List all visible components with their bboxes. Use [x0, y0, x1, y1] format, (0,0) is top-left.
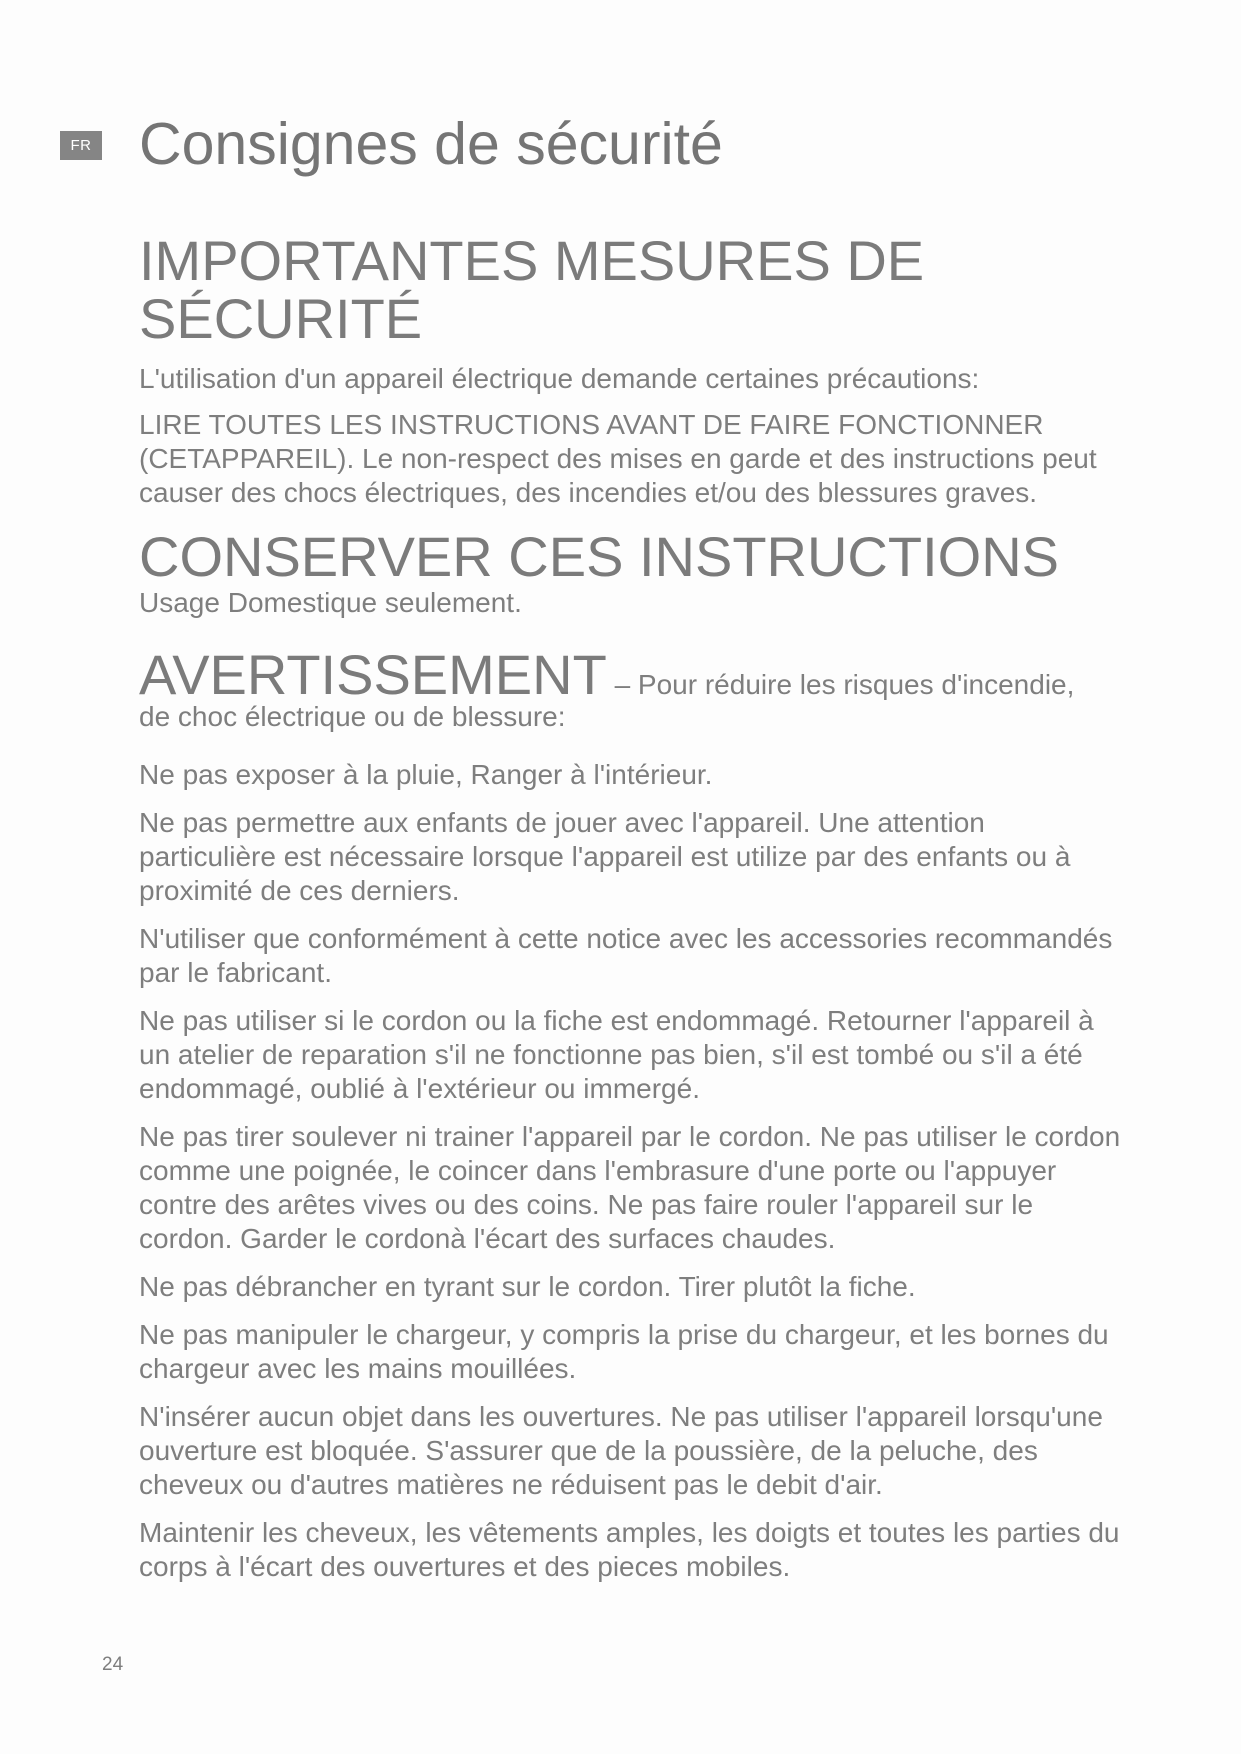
warning-continuation: de choc électrique ou de blessure:	[139, 701, 566, 732]
conserver-heading: CONSERVER CES INSTRUCTIONS	[139, 525, 1059, 588]
page-title: Consignes de sécurité	[139, 111, 723, 177]
intro-text: L'utilisation d'un appareil électrique demande certaines précautions:	[139, 363, 980, 394]
usage-text: Usage Domestique seulement.	[139, 587, 522, 618]
safety-item: Ne pas exposer à la pluie, Ranger à l'intérieur.	[139, 759, 713, 790]
safety-item: Ne pas débrancher en tyrant sur le cordon. Tirer plutôt la fiche.	[139, 1271, 916, 1302]
language-badge: FR	[60, 131, 102, 160]
safety-items-list	[139, 758, 1124, 1584]
safety-item: Ne pas utiliser si le cordon ou la fiche est endommagé. Retourner l'appareil à un atelier de reparation s'il ne fonctionne pas bien, s'il est tombé ou s'il a été endommagé, oublié à l'extérieur ou immergé.	[139, 1005, 1094, 1104]
safety-item: N'insérer aucun objet dans les ouvertures. Ne pas utiliser l'appareil lorsqu'une ouverture est bloquée. S'assurer que de la poussière, de la peluche, des cheveux ou d'autres matières ne réduisent pas le debit d'air.	[139, 1401, 1103, 1500]
warning-text: – Pour réduire les risques d'incendie,	[606, 669, 1075, 700]
read-instructions-text: LIRE TOUTES LES INSTRUCTIONS AVANT DE FAIRE FONCTIONNER (CETAPPAREIL). Le non-respect des mises en garde et des instructions peut causer des chocs électriques, des incendies et/ou des blessures graves.	[139, 409, 1097, 508]
safety-item: Ne pas tirer soulever ni trainer l'appareil par le cordon. Ne pas utiliser le cordon comme une poignée, le coincer dans l'embrasure d'une porte ou l'appuyer contre des arêtes vives ou des coins. Ne pas faire rouler l'appareil sur le cordon. Garder le cordonà l'écart des surfaces chaudes.	[139, 1121, 1121, 1254]
safety-item: Maintenir les cheveux, les vêtements amples, les doigts et toutes les parties du corps à l'écart des ouvertures et des pieces mobiles.	[139, 1517, 1120, 1582]
warning-title: AVERTISSEMENT	[139, 643, 607, 706]
safety-item: N'utiliser que conformément à cette notice avec les accessories recommandés par le fabricant.	[139, 923, 1113, 988]
safety-item: Ne pas permettre aux enfants de jouer avec l'appareil. Une attention particulière est nécessaire lorsque l'appareil est utilize par des enfants ou à proximité de ces derniers.	[139, 807, 1071, 906]
page-number: 24	[102, 1654, 124, 1675]
warning-block	[139, 643, 1124, 734]
important-heading-line2: SÉCURITÉ	[139, 287, 423, 350]
important-heading	[139, 229, 1124, 350]
content	[139, 229, 1124, 1598]
important-heading-line1: IMPORTANTES MESURES DE	[139, 229, 925, 292]
safety-item: Ne pas manipuler le chargeur, y compris la prise du chargeur, et les bornes du chargeur avec les mains mouillées.	[139, 1319, 1109, 1384]
